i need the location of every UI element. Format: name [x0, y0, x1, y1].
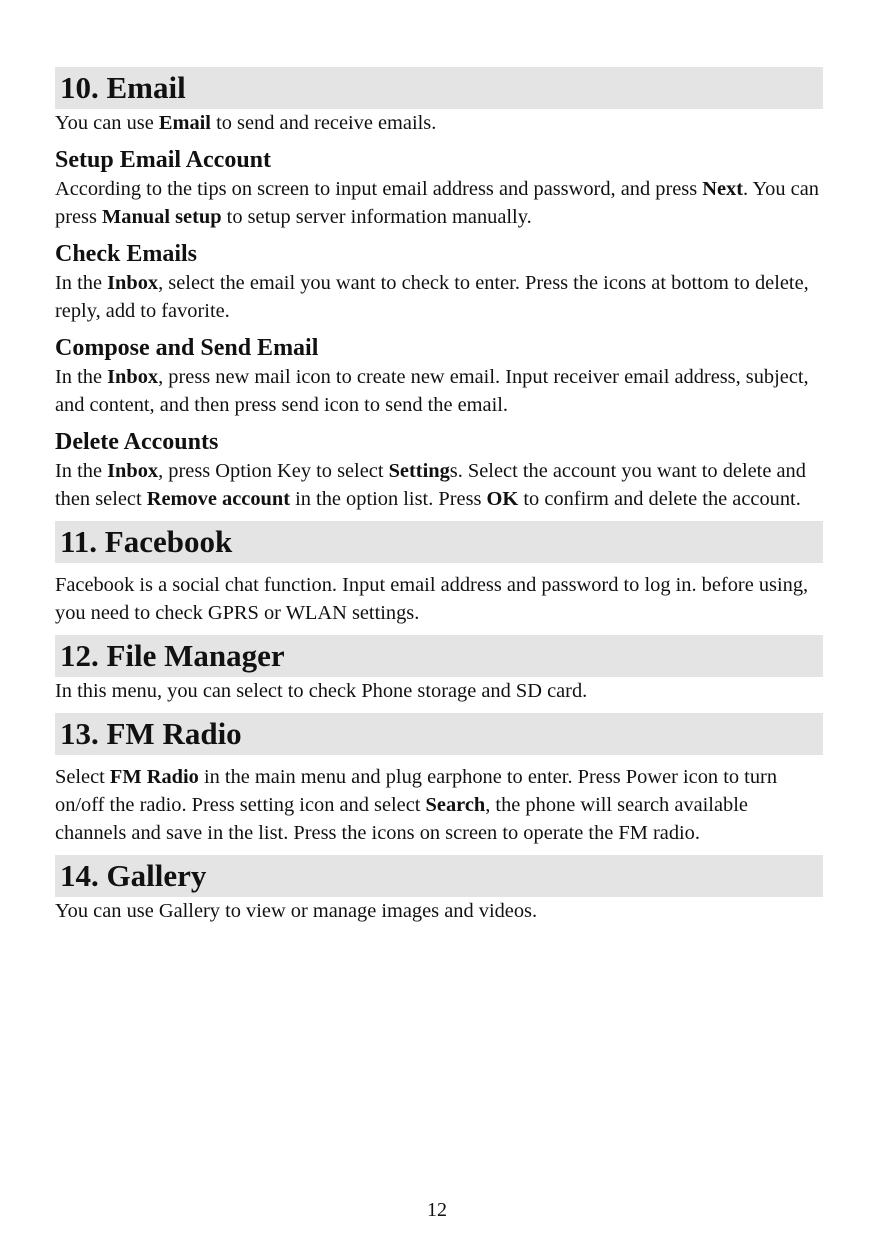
- section-heading-email: 10. Email: [55, 67, 823, 109]
- section-heading-fm-radio: 13. FM Radio: [55, 713, 823, 755]
- setup-email-account-text: According to the tips on screen to input email address and password, and press Next. You can press Manual setup to setup server information manually.: [55, 178, 819, 228]
- page-number: 12: [427, 1199, 447, 1221]
- delete-accounts-text: In the Inbox, press Option Key to select Settings. Select the account you want to delete and then select Remove account in the option list. Press OK to confirm and delete the account.: [55, 460, 806, 510]
- gallery-text: You can use Gallery to view or manage images and videos.: [55, 900, 538, 922]
- subheading-compose-send-email: Compose and Send Email: [55, 335, 319, 361]
- page-content: [55, 67, 823, 925]
- compose-send-email-text: In the Inbox, press new mail icon to create new email. Input receiver email address, subject, and content, and then press send icon to send the email.: [55, 366, 809, 416]
- subheading-check-emails: Check Emails: [55, 241, 198, 267]
- section-heading-gallery: 14. Gallery: [55, 855, 823, 897]
- check-emails-text: In the Inbox, select the email you want to check to enter. Press the icons at bottom to delete, reply, add to favorite.: [55, 272, 809, 322]
- section-heading-facebook: 11. Facebook: [55, 521, 823, 563]
- subheading-delete-accounts: Delete Accounts: [55, 429, 219, 455]
- facebook-text: Facebook is a social chat function. Input email address and password to log in. before using, you need to check GPRS or WLAN settings.: [55, 574, 809, 624]
- fm-radio-text: Select FM Radio in the main menu and plug earphone to enter. Press Power icon to turn on/off the radio. Press setting icon and select Search, the phone will search available channels and save in the list. Press the icons on screen to operate the FM radio.: [55, 766, 778, 844]
- email-intro: You can use Email to send and receive emails.: [55, 112, 437, 134]
- file-manager-text: In this menu, you can select to check Phone storage and SD card.: [55, 680, 588, 702]
- section-heading-file-manager: 12. File Manager: [55, 635, 823, 677]
- subheading-setup-email-account: Setup Email Account: [55, 147, 272, 173]
